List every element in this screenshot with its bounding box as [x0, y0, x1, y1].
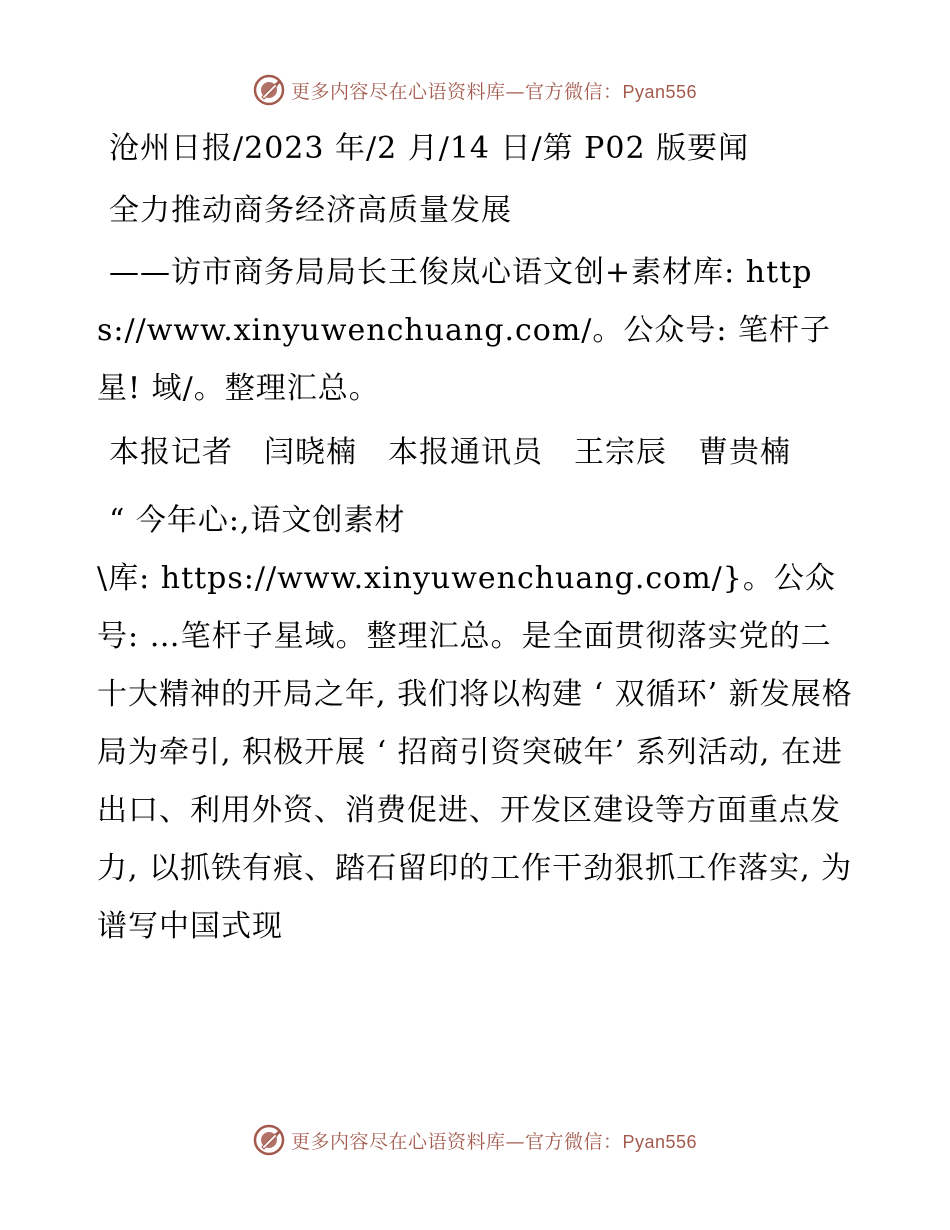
watermark-wechat-id: Pyan556	[622, 1131, 698, 1152]
article-title: 全力推动商务经济高质量发展	[109, 193, 512, 228]
article-byline: 本报记者 闫晓楠 本报通讯员 王宗辰 曹贵楠	[109, 435, 791, 470]
pen-seal-icon	[253, 74, 285, 106]
article-body-main: \库: https://www.xinyuwenchuang.com/}。公众号: …笔杆子星域。整理汇总。是全面贯彻落实党的二十大精神的开局之年, 我们将以构建 ‘ 双循环’ 新发展格局为牵引, 积极开展 ‘ 招商引资突破年’ 系列活动, 在进出口、利用外资、消费促进、开发区建设等方面重点发力, 以抓铁有痕、踏石留印的工作干劲狠抓工作落实, 为谱写中国式现	[97, 561, 853, 944]
watermark-banner-top	[0, 70, 950, 110]
article-subtitle: ——访市商务局局长王俊岚心语文创+素材库: https://www.xinyuwenchuang.com/。公众号: 笔杆子星! 域/。整理汇总。	[97, 255, 832, 406]
watermark-text: 更多内容尽在心语资料库—官方微信：Pyan556	[290, 80, 698, 103]
article-dateline: 沧州日报/2023 年/2 月/14 日/第 P02 版要闻	[109, 131, 750, 166]
article-body	[97, 120, 857, 956]
watermark-text: 更多内容尽在心语资料库—官方微信：Pyan556	[290, 1130, 698, 1153]
watermark-banner-bottom	[0, 1120, 950, 1160]
watermark-wechat-id: Pyan556	[622, 81, 698, 102]
pen-seal-icon	[253, 1124, 285, 1156]
article-body-intro: “ 今年心:,语文创素材	[109, 503, 406, 538]
